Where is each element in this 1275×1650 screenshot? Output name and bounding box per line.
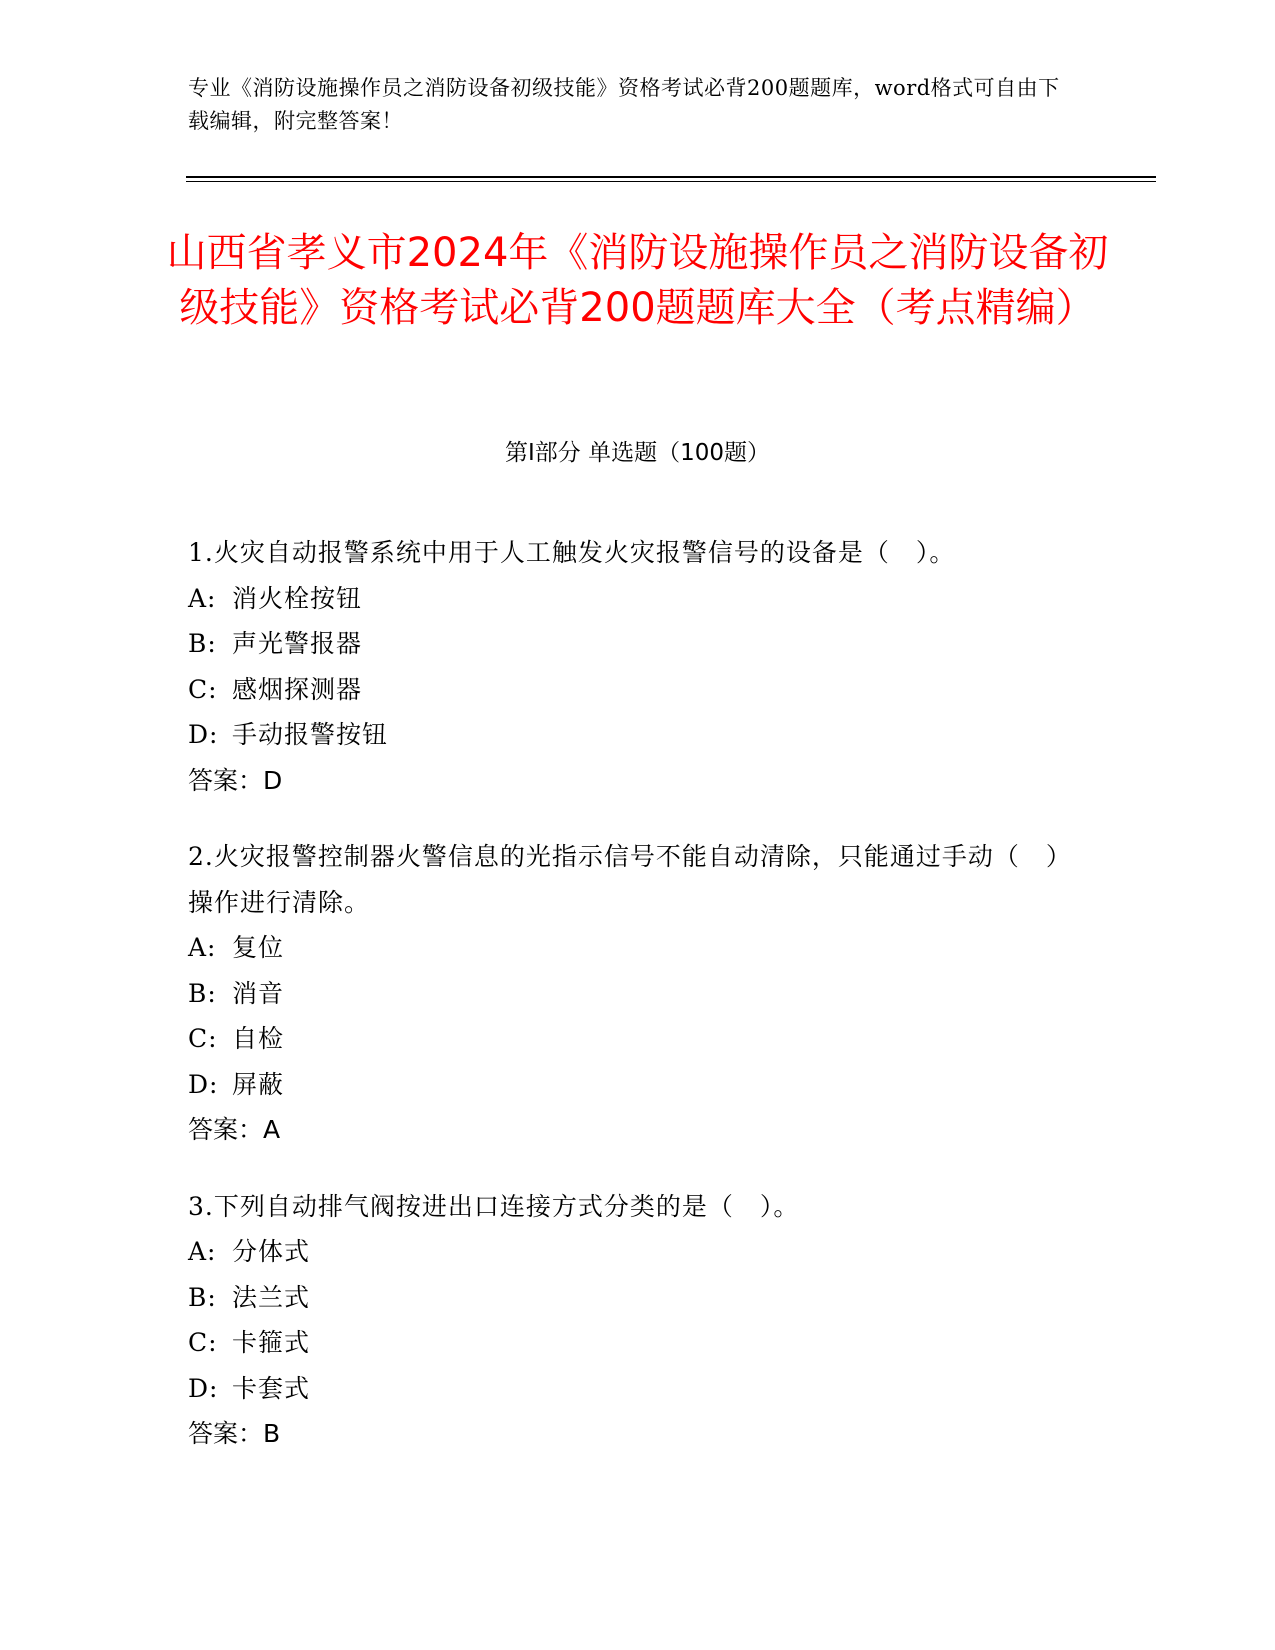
option-text: 分体式 (232, 1237, 311, 1266)
question-text: 3.下列自动排气阀按进出口连接方式分类的是（ ）。 (188, 1191, 800, 1221)
answer-line: 答案：D (188, 765, 283, 795)
option-letter: D: (188, 1069, 219, 1099)
option-b (188, 621, 1068, 667)
option-d (188, 1366, 1068, 1412)
option-letter: B: (188, 629, 217, 658)
option-a (188, 576, 1068, 622)
option-b (188, 971, 1068, 1017)
answer-line: 答案：A (188, 1115, 281, 1144)
option-a (188, 1229, 1068, 1275)
question-text: 2.火灾报警控制器火警信息的光指示信号不能自动清除，只能通过手动（ ）操作进行清除。 (188, 842, 1060, 917)
option-d (188, 1062, 1068, 1108)
option-letter: C: (188, 1024, 218, 1053)
option-text: 自检 (232, 1024, 285, 1053)
option-text: 消音 (232, 978, 285, 1008)
option-letter: D: (188, 720, 219, 749)
option-letter: B: (188, 978, 217, 1008)
option-text: 复位 (232, 933, 285, 962)
option-text: 卡套式 (232, 1373, 311, 1403)
option-text: 消火栓按钮 (232, 583, 363, 613)
option-letter: D: (188, 1373, 219, 1403)
section-heading: 第I部分 单选题（100题） (505, 440, 770, 466)
question-item (188, 530, 1068, 803)
option-text: 卡箍式 (232, 1328, 311, 1357)
option-c (188, 1320, 1068, 1366)
option-b (188, 1275, 1068, 1321)
option-text: 手动报警按钮 (232, 720, 389, 749)
option-a (188, 925, 1068, 971)
option-d (188, 712, 1068, 758)
answer-line: 答案：B (188, 1419, 281, 1448)
option-text: 声光警报器 (232, 629, 363, 658)
option-letter: A: (188, 933, 217, 962)
question-item (188, 834, 1068, 1153)
option-c (188, 1016, 1068, 1062)
option-letter: B: (188, 1282, 217, 1312)
option-text: 法兰式 (232, 1282, 311, 1312)
option-letter: A: (188, 583, 217, 613)
header-note: 专业《消防设施操作员之消防设备初级技能》资格考试必背200题题库，word格式可自由下载编辑，附完整答案！ (188, 76, 1060, 133)
document-title: 山西省孝义市2024年《消防设施操作员之消防设备初级技能》资格考试必背200题题库大全（考点精编） (166, 230, 1109, 331)
option-c (188, 667, 1068, 713)
question-text: 1.火灾自动报警系统中用于人工触发火灾报警信号的设备是（ ）。 (188, 538, 956, 567)
option-letter: C: (188, 674, 218, 704)
option-letter: A: (188, 1237, 217, 1266)
header-divider-thick (186, 176, 1156, 178)
option-letter: C: (188, 1328, 218, 1357)
option-text: 屏蔽 (232, 1069, 285, 1099)
header-divider-thin (186, 181, 1156, 182)
option-text: 感烟探测器 (232, 674, 363, 704)
question-item (188, 1184, 1068, 1457)
question-list (188, 530, 1068, 1488)
